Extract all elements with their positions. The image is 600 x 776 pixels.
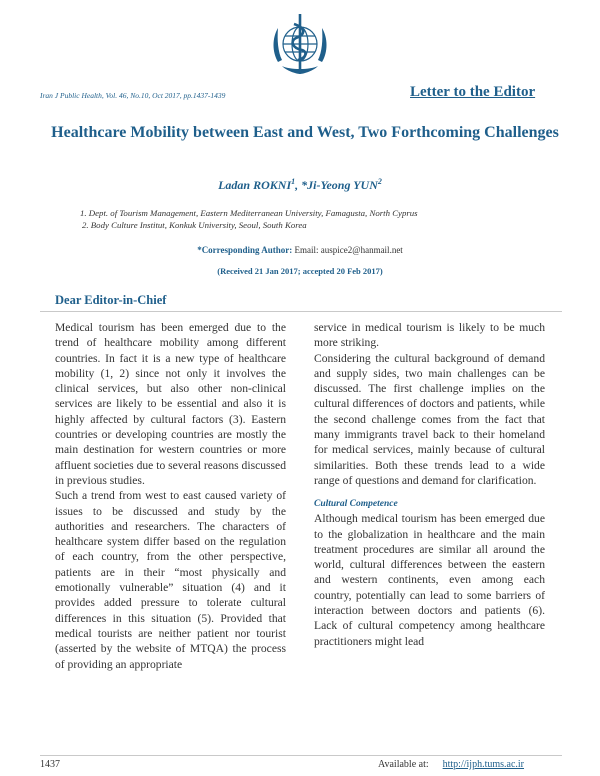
footer-divider	[40, 755, 562, 756]
availability-note	[378, 759, 524, 770]
page-number: 1437	[40, 759, 60, 770]
affiliation-item: 2. Body Culture Institut, Konkuk University, Seoul, South Korea	[82, 220, 307, 230]
corresponding-author	[0, 245, 600, 255]
journal-citation: Iran J Public Health, Vol. 46, No.10, Oct 2017, pp.1437-1439	[40, 91, 226, 100]
journal-url-link[interactable]: http://ijph.tums.ac.ir	[442, 759, 525, 770]
author-name: *Ji-Yeong YUN	[301, 178, 378, 192]
body-paragraph: Such a trend from west to east caused variety of issues to be discussed and study by the authorities and researchers. The characters of healthcare system differ based on the regulation of each country, from the other perspective, patients are in their “most physically and emotionally vulnerable” situation (4) and it provides added pressure to tolerate cultural differences in this situation (5). Provided that medical tourists are neither patient nor tourist (asserted by the website of MTQA) the process of providing an appropriate	[55, 489, 286, 671]
corresponding-author-label: *Corresponding Author:	[197, 245, 293, 255]
affiliation-item: 1. Dept. of Tourism Management, Eastern Mediterranean University, Famagusta, North Cyprus	[80, 208, 418, 218]
author-separator: ,	[295, 178, 302, 192]
email-label: Email:	[294, 245, 319, 255]
journal-logo-icon	[268, 10, 332, 80]
article-title: Healthcare Mobility between East and West, Two Forthcoming Challenges	[51, 124, 559, 141]
author-name: Ladan ROKNI	[218, 178, 292, 192]
header-divider	[40, 311, 562, 312]
affiliation-list	[80, 207, 418, 231]
salutation-heading: Dear Editor-in-Chief	[55, 293, 167, 307]
body-paragraph: Considering the cultural background of demand and supply sides, two main challenges can be discussed. The first challenge implies on the cultural differences of doctors and patients, while the second challenge comes from the fact that many immigrants travel back to their homeland for medical services, mainly because of cultural similarities. Both these trends lead to a wide range of questions and demand for clarification.	[314, 351, 545, 487]
body-column-right	[314, 320, 545, 649]
body-paragraph: service in medical tourism is likely to be much more striking.	[314, 321, 545, 350]
author-affiliation-marker: 1	[291, 177, 296, 186]
author-affiliation-marker: 2	[377, 177, 382, 186]
author-list	[0, 177, 600, 193]
section-subheading: Cultural Competence	[314, 499, 398, 510]
body-paragraph: Although medical tourism has been emerged due to the globalization in healthcare and the main treatment procedures are similar all around the world, cultural differences between the eastern and western continents, even among each country, potentially can lead to some barriers of interaction between doctors and patients (6). Lack of cultural competency among healthcare practitioners might lead	[314, 512, 545, 648]
body-paragraph: Medical tourism has been emerged due to the trend of healthcare mobility among different countries. In fact it is a new type of healthcare mobility (1, 2) since not only it involves the clinical services, but also other non-clinical services are likely to be essential and also it is highly affected by cultural factors (3). Eastern countries or developing countries are mostly the main destination for western countries or more affluent societies due to several reasons discussed in previous studies.	[55, 321, 286, 487]
available-label: Available at:	[378, 759, 429, 770]
email-link[interactable]: auspice2@hanmail.net	[320, 245, 403, 255]
body-column-left	[55, 320, 286, 672]
received-dates: (Received 21 Jan 2017; accepted 20 Feb 2017)	[217, 266, 383, 276]
article-type-label: Letter to the Editor	[410, 84, 536, 100]
